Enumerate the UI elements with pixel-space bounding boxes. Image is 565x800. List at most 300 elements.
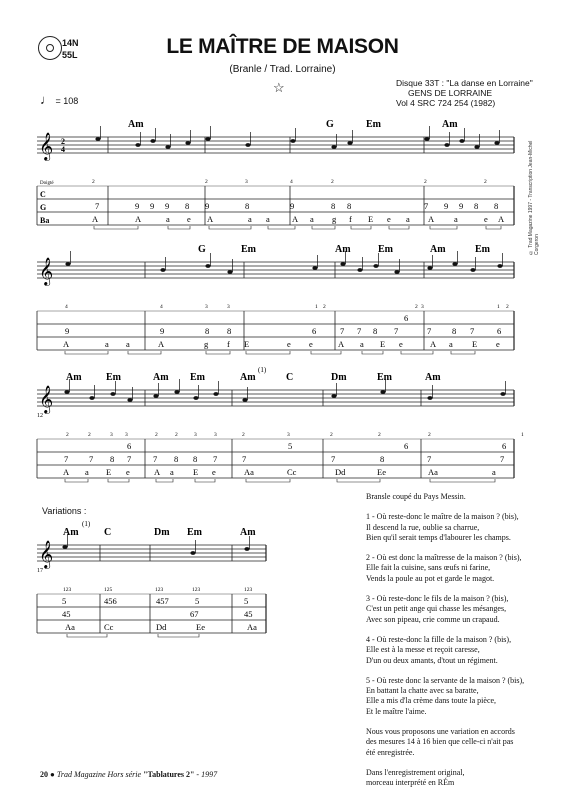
lyrics-line: été enregistrée. (366, 747, 415, 757)
lyrics-line: 1 - Où reste-donc le maître de la maison ? (bis), (366, 512, 519, 522)
note-head (213, 392, 218, 396)
bass-bracket (451, 351, 475, 354)
bass-bracket (430, 226, 457, 229)
fingering-number: 4 (65, 304, 68, 310)
tab-note-g: 7 (89, 454, 94, 464)
lyrics-line: Et le maître l'aime. (366, 706, 427, 716)
note-head (165, 145, 170, 149)
treble-clef-icon: 𝄞 (39, 259, 54, 285)
tab-note-bass: A (92, 214, 99, 224)
copyright-credit: © Trad Magazine 1997 - Transcription Jean-Michel Corgeron (528, 140, 540, 255)
tab-note-bass: Aa (244, 467, 254, 477)
cd-track-1: 14N (62, 38, 79, 48)
fingering-number: 123 (244, 587, 253, 593)
tab-note-bass: Cc (104, 622, 114, 632)
tab-note-g: 7 (340, 326, 345, 336)
bass-bracket (67, 634, 107, 637)
chord-label: Em (106, 372, 121, 383)
lyrics-line: 4 - Où reste-donc la fille de la maison ? (bis), (366, 634, 512, 644)
tab-note-c: 6 (127, 441, 132, 451)
tab-note-bass: e (212, 467, 216, 477)
note-head (89, 396, 94, 400)
lyrics-verse (366, 594, 541, 625)
fingering-number: 2 (88, 432, 91, 438)
note-head (427, 396, 432, 400)
tab-note-bass: A (338, 339, 345, 349)
bass-bracket (65, 479, 88, 482)
fingering-number: 2 (175, 432, 178, 438)
tab-note-bass: A (154, 467, 161, 477)
tab-note-bass: A (63, 339, 70, 349)
tab-note-bass: a (360, 339, 364, 349)
tab-note-bass: E (368, 214, 374, 224)
tab-note-bass: a (248, 214, 252, 224)
tab-note-g: 8 (373, 326, 378, 336)
tab-note-bass: Aa (428, 467, 438, 477)
bass-bracket (128, 351, 161, 354)
chord-label: Em (241, 244, 256, 255)
chord-label: Am (240, 527, 256, 538)
tab-note-g: 8 (474, 201, 479, 211)
note-head (95, 137, 100, 141)
tab-note-bass: A (135, 214, 142, 224)
lyrics-line: En battant la chatte avec sa baratte, (366, 686, 479, 696)
tab-label-c: C (40, 190, 46, 199)
quarter-note-icon: ♩ (40, 92, 53, 107)
tempo-value: = 108 (55, 96, 79, 106)
lyrics-line: morceau interprété en RÉm (366, 778, 455, 788)
fingering-number: 2 (424, 179, 427, 185)
bass-bracket (486, 226, 501, 229)
note-head (459, 139, 464, 143)
tab-note-bass: e (399, 339, 403, 349)
chord-label: Em (475, 244, 490, 255)
lyrics-verse (366, 512, 541, 543)
tab-note-bass: A (292, 214, 299, 224)
tab-note-c: 6 (404, 313, 409, 323)
tab-note-bass: Ee (196, 622, 205, 632)
note-head (153, 394, 158, 398)
tab-note-c: 5 (195, 596, 200, 606)
tab-note-bass: e (496, 339, 500, 349)
tab-note-bass: e (387, 214, 391, 224)
fingering-number: 3 (421, 304, 424, 310)
tab-note-bass: e (187, 214, 191, 224)
note-head (424, 137, 429, 141)
fingering-number: 4 (160, 304, 163, 310)
tab-note-g: 8 (185, 201, 190, 211)
note-head (193, 396, 198, 400)
tab-note-bass: Aa (247, 622, 257, 632)
tab-note-bass: A (158, 339, 165, 349)
chord-label: Am (430, 244, 446, 255)
treble-clef-icon: 𝄞 (39, 542, 54, 568)
lyrics-verse (366, 676, 541, 717)
fingering-number: 123 (63, 587, 72, 593)
note-head (127, 398, 132, 402)
tab-note-g: 7 (64, 454, 69, 464)
lyrics-line: 3 - Où reste-donc le fils de la maison ? (bis), (366, 594, 509, 604)
lyrics-verse (366, 553, 541, 584)
tab-note-g: 8 (227, 326, 232, 336)
bass-bracket (94, 226, 138, 229)
tab-note-g: 8 (174, 454, 179, 464)
tab-note-bass: a (310, 214, 314, 224)
bass-bracket (246, 351, 290, 354)
lyrics-line: Il descend la rue, oublie sa charrue, (366, 522, 480, 532)
chord-label: Am (128, 119, 144, 130)
lyrics-line: Elle est à la messe et reçoit caresse, (366, 645, 480, 655)
note-head (110, 392, 115, 396)
note-head (174, 390, 179, 394)
page-title: LE MAÎTRE DE MAISON (166, 35, 399, 58)
tab-note-g: 8 (205, 326, 210, 336)
tab-note-g: 8 (380, 454, 385, 464)
bass-bracket (158, 634, 199, 637)
fingering-number: 2 (242, 432, 245, 438)
tab-note-bass: Dd (156, 622, 167, 632)
tab-note-c: 6 (502, 441, 507, 451)
bass-bracket (351, 226, 371, 229)
variation-marker: (1) (82, 520, 91, 528)
tab-note-g: 9 (135, 201, 140, 211)
fingering-number: 125 (104, 587, 113, 593)
cd-track-2: 55L (62, 50, 78, 60)
tab-note-g: 9 (444, 201, 449, 211)
tab-note-bass: E (244, 339, 250, 349)
note-head (500, 392, 505, 396)
lyrics-line: des mesures 14 à 16 bien que celle-ci n'ait pas (366, 737, 514, 747)
tab-note-g: 7 (127, 454, 132, 464)
tab-label-fingering: Doigté (40, 181, 54, 186)
note-head (444, 143, 449, 147)
chord-label: G (198, 244, 206, 255)
lyrics-line: Dans l'enregistrement original, (366, 767, 465, 777)
note-head (470, 268, 475, 272)
tab-note-g: 7 (153, 454, 158, 464)
tab-note-g: 9 (205, 201, 210, 211)
tab-note-g: 6 (312, 326, 317, 336)
fingering-number: 123 (192, 587, 201, 593)
lyrics-line: C'est un petit ange qui chasse les mésanges, (366, 604, 507, 614)
tab-note-bass: Cc (287, 467, 297, 477)
bullet-icon: ● (50, 770, 55, 779)
note-head (497, 264, 502, 268)
tab-note-g: 7 (357, 326, 362, 336)
tab-note-bass: e (309, 339, 313, 349)
bass-bracket (312, 226, 335, 229)
page-footer (40, 770, 217, 779)
tab-note-c: 5 (244, 596, 249, 606)
bass-bracket (206, 351, 230, 354)
tab-note-g: 8 (494, 201, 499, 211)
tab-note-bass: a (105, 339, 109, 349)
chord-label: Em (187, 527, 202, 538)
tab-note-c: 456 (104, 596, 117, 606)
fingering-number: 2 (331, 179, 334, 185)
fingering-number: 2 (484, 179, 487, 185)
tab-note-bass: e (484, 214, 488, 224)
fingering-number: 4 (290, 179, 293, 185)
fingering-number: 2 (205, 179, 208, 185)
tab-note-c: 5 (62, 596, 67, 606)
note-head (65, 262, 70, 266)
page-number: 20 (40, 770, 48, 779)
tab-label-g: G (40, 203, 47, 212)
bass-bracket (337, 479, 380, 482)
fingering-number: 1 (521, 432, 524, 438)
bass-bracket (430, 479, 495, 482)
bass-bracket (311, 351, 341, 354)
disc-line-1: Disque 33T : "La danse en Lorraine" (396, 78, 533, 88)
bass-bracket (168, 226, 190, 229)
chord-label: C (286, 372, 294, 383)
lyrics-line: Avec son pipeau, crie comme un crapaud. (366, 614, 500, 624)
tab-note-c: 6 (404, 441, 409, 451)
fingering-number: 3 (205, 304, 208, 310)
footer-bold: "Tablatures 2" (143, 770, 195, 779)
star-icon: ☆ (273, 80, 285, 95)
fingering-number: 2 (155, 432, 158, 438)
lyrics-verse (366, 768, 541, 789)
chord-label: G (326, 119, 334, 130)
note-head (347, 141, 352, 145)
tab-note-g: 7 (95, 201, 100, 211)
chord-label: C (104, 527, 112, 538)
tab-note-g: 7 (427, 326, 432, 336)
note-head (394, 270, 399, 274)
lyrics-line: 2 - Où est donc la maîtresse de la maison ? (bis), (366, 553, 522, 563)
note-head (312, 266, 317, 270)
tab-note-g: 7 (427, 454, 432, 464)
tab-note-g: 8 (245, 201, 250, 211)
chord-label: Am (425, 372, 441, 383)
lyrics-verse (366, 727, 541, 758)
bass-bracket (156, 479, 173, 482)
tab-note-g: 8 (347, 201, 352, 211)
fingering-number: 3 (245, 179, 248, 185)
chord-label: Em (377, 372, 392, 383)
tab-note-g: 8 (110, 454, 115, 464)
tab-note-c: 5 (288, 441, 293, 451)
tab-note-g: 9 (150, 201, 155, 211)
bass-bracket (268, 226, 295, 229)
tab-note-g: 9 (165, 201, 170, 211)
note-head (62, 545, 67, 549)
note-head (245, 143, 250, 147)
tab-note-bass: A (63, 467, 70, 477)
tab-note-bass: Ee (377, 467, 386, 477)
tab-note-g: 7 (242, 454, 247, 464)
note-head (331, 145, 336, 149)
tab-note-bass: a (266, 214, 270, 224)
tab-label-ba: Ba (40, 216, 50, 225)
variations-label: Variations : (42, 506, 87, 516)
bass-bracket (209, 226, 251, 229)
lyrics-block (366, 492, 541, 799)
tab-note-bass: a (166, 214, 170, 224)
fingering-number: 1 (315, 304, 318, 310)
fingering-number: 3 (125, 432, 128, 438)
note-head (205, 264, 210, 268)
fingering-number: 2 (415, 304, 418, 310)
tab-note-g: 7 (331, 454, 336, 464)
fingering-number: 3 (287, 432, 290, 438)
tab-note-bass: a (85, 467, 89, 477)
tab-note-g: 7 (470, 326, 475, 336)
chord-label: Am (63, 527, 79, 538)
bass-bracket (108, 479, 129, 482)
chord-label: Am (153, 372, 169, 383)
bass-bracket (65, 351, 108, 354)
chord-label: Am (66, 372, 82, 383)
fingering-number: 3 (194, 432, 197, 438)
tab-note-bass: Aa (65, 622, 75, 632)
tab-note-g: 8 (331, 201, 336, 211)
tab-note-g: 9 (459, 201, 464, 211)
chord-label: Em (366, 119, 381, 130)
tab-note-bass: e (287, 339, 291, 349)
chord-label: Em (378, 244, 393, 255)
tab-note-bass: a (126, 339, 130, 349)
tab-note-g: 67 (190, 609, 199, 619)
tab-note-g: 9 (160, 326, 165, 336)
chord-label: Am (442, 119, 458, 130)
lyrics-line: Elle fait la cuisine, sans œufs ni farine, (366, 563, 491, 573)
fingering-number: 3 (214, 432, 217, 438)
tab-note-bass: a (454, 214, 458, 224)
fingering-number: 3 (110, 432, 113, 438)
note-head (64, 390, 69, 394)
treble-clef-icon: 𝄞 (39, 387, 54, 413)
note-head (190, 551, 195, 555)
note-head (160, 268, 165, 272)
time-signature-bottom: 4 (61, 145, 65, 154)
tab-note-g: 8 (452, 326, 457, 336)
chord-label: Dm (154, 527, 170, 538)
note-head (380, 390, 385, 394)
note-head (494, 141, 499, 145)
tab-note-g: 9 (65, 326, 70, 336)
note-head (452, 262, 457, 266)
chord-label: Em (190, 372, 205, 383)
lyrics-line: Vends la poule au pot et garde le magot. (366, 573, 495, 583)
chord-label: Am (335, 244, 351, 255)
note-head (331, 394, 336, 398)
tab-note-bass: a (492, 467, 496, 477)
tab-note-bass: g (332, 214, 337, 224)
tab-note-bass: A (207, 214, 214, 224)
fingering-number: 1 (497, 304, 500, 310)
bass-bracket (362, 351, 383, 354)
note-head (244, 547, 249, 551)
fingering-number: 2 (506, 304, 509, 310)
fingering-number: 2 (66, 432, 69, 438)
measure-number: 12 (37, 413, 43, 419)
tab-note-bass: E (106, 467, 112, 477)
note-head (357, 268, 362, 272)
subtitle: (Branle / Trad. Lorraine) (229, 64, 336, 75)
note-head (340, 262, 345, 266)
tab-note-g: 7 (394, 326, 399, 336)
chord-label: Dm (331, 372, 347, 383)
tab-note-bass: f (349, 214, 352, 224)
lyrics-line: Nous vous proposons une variation en accords (366, 727, 515, 737)
tab-note-bass: a (406, 214, 410, 224)
chord-label: Am (240, 372, 256, 383)
fingering-number: 2 (92, 179, 95, 185)
tab-note-g: 45 (62, 609, 71, 619)
note-head (290, 139, 295, 143)
tab-note-bass: e (126, 467, 130, 477)
tab-note-g: 6 (497, 326, 502, 336)
tab-note-bass: A (430, 339, 437, 349)
note-head (150, 139, 155, 143)
tab-note-c: 457 (156, 596, 169, 606)
fingering-number: 2 (330, 432, 333, 438)
tab-note-g: 7 (500, 454, 505, 464)
lyrics-line: Bien qu'il serait temps d'labourer les champs. (366, 532, 511, 542)
fingering-number: 123 (155, 587, 164, 593)
fingering-number: 2 (323, 304, 326, 310)
disc-line-2: GENS DE LORRAINE (408, 88, 493, 98)
lyrics-intro: Bransle coupé du Pays Messin. (366, 492, 466, 501)
note-head (242, 398, 247, 402)
tab-note-bass: Dd (335, 467, 346, 477)
treble-clef-icon: 𝄞 (39, 134, 54, 160)
note-head (135, 143, 140, 147)
note-head (474, 145, 479, 149)
note-head (185, 141, 190, 145)
tab-note-bass: E (193, 467, 199, 477)
fingering-number: 2 (378, 432, 381, 438)
bass-bracket (195, 479, 215, 482)
fingering-number: 2 (428, 432, 431, 438)
bass-bracket (389, 226, 409, 229)
lyrics-line: Elle a mis d'la crème dans toute la pièce, (366, 696, 497, 706)
lyrics-line: D'un ou deux amants, d'tout un régiment. (366, 655, 498, 665)
tab-note-bass: A (428, 214, 435, 224)
repeat-marker: (1) (258, 366, 267, 374)
time-signature-top: 2 (61, 137, 65, 146)
tab-note-g: 7 (213, 454, 218, 464)
note-head (227, 270, 232, 274)
tab-note-bass: A (498, 214, 505, 224)
note-head (427, 266, 432, 270)
tab-note-bass: a (449, 339, 453, 349)
note-head (205, 137, 210, 141)
tab-note-g: 9 (290, 201, 295, 211)
lyrics-verse (366, 635, 541, 666)
disc-line-3: Vol 4 SRC 724 254 (1982) (396, 98, 496, 108)
tab-note-bass: g (204, 339, 209, 349)
note-head (373, 264, 378, 268)
bass-bracket (401, 351, 433, 354)
tab-note-bass: a (170, 467, 174, 477)
bass-bracket (246, 479, 290, 482)
tab-note-bass: E (380, 339, 386, 349)
tab-note-g: 8 (193, 454, 198, 464)
fingering-number: 3 (227, 304, 230, 310)
tab-note-g: 7 (424, 201, 429, 211)
measure-number: 17 (37, 568, 43, 574)
footer-text: Trad Magazine Hors série (56, 770, 144, 779)
tab-note-bass: f (227, 339, 230, 349)
tab-note-g: 45 (244, 609, 253, 619)
tab-note-bass: E (472, 339, 478, 349)
footer-year: - 1997 (194, 770, 218, 779)
lyrics-line: 5 - Où reste donc la servante de la maison ? (bis), (366, 675, 525, 685)
